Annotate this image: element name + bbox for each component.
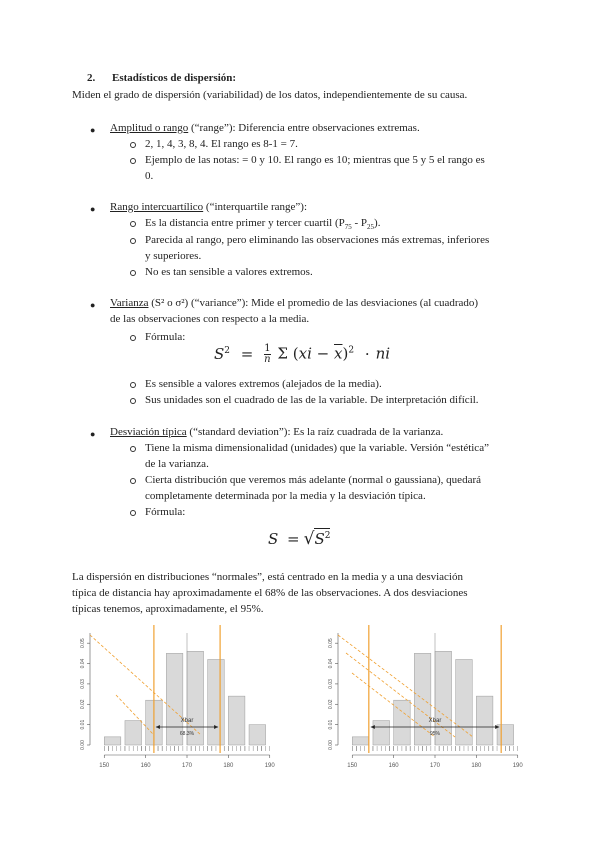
x-tick-label: 160 [388,763,399,769]
y-tick-label: 0.00 [80,740,86,750]
y-tick-label: 0.04 [328,658,334,669]
bullet-dot: ● [90,429,96,439]
percentage-annotation: 95% [429,731,441,737]
bullet-rango-iq-text: (“interquartile range”): [203,201,308,213]
p75-sub: 75 [344,223,352,232]
histogram-bar [125,721,142,745]
x-tick-label: 190 [512,763,523,769]
bullet-rango-iq [110,201,307,213]
bullet-dot: ● [90,125,96,135]
histogram-95-chart [316,625,531,775]
closing-line1: La dispersión en distribuciones “normales”, está centrado en la media y a una desviación [72,571,463,583]
term-varianza: Varianza [110,297,149,309]
x-tick-label: 150 [347,763,358,769]
rango-iq-sub2-cont: y superiores. [145,250,202,262]
desviacion-sub2: Cierta distribución que veremos más adelante (normal o gaussiana), quedará [145,474,481,486]
y-tick-label: 0.02 [80,699,86,710]
x-tick-label: 160 [140,763,151,769]
histogram-bar [104,737,121,745]
bullet-dot: ● [90,300,96,310]
sub-bullet [130,382,136,388]
amplitud-sub1: 2, 1, 4, 3, 8, 4. El rango es 8-1 = 7. [145,138,298,150]
percentage-annotation: 68.3% [179,731,195,737]
rango-iq-sub3: No es tan sensible a valores extremos. [145,266,313,278]
histogram-bar [352,737,369,745]
bullet-dot: ● [90,204,96,214]
term-rango-iq: Rango intercuartílico [110,201,204,213]
term-amplitud: Amplitud o rango [110,122,189,134]
term-desviacion: Desviación típica [110,426,187,438]
mean-annotation: Xbar [180,718,194,724]
mean-annotation: Xbar [428,718,442,724]
bullet-amplitud-text: (“range”): Diferencia entre observaciones extremas. [188,122,420,134]
x-tick-label: 180 [471,763,482,769]
sub-bullet [130,335,136,341]
bullet-varianza-text: (S² o σ²) (“variance”): Mide el promedio de las desviaciones (al cuadrado) [148,297,479,309]
closing-line3: típicas tenemos, aproximadamente, el 95%. [72,603,264,615]
x-tick-label: 150 [99,763,110,769]
histogram-bar [456,659,473,745]
sub-bullet [130,221,136,227]
rango-iq-sub1-b: - P [351,217,368,229]
sub-bullet [130,158,136,164]
y-tick-label: 0.05 [328,638,334,649]
y-tick-label: 0.01 [328,719,334,730]
rango-iq-sub2: Parecida al rango, pero eliminando las observaciones más extremas, inferiores [145,234,490,246]
sub-bullet [130,398,136,404]
bullet-desviacion [110,426,443,438]
intro-text: Miden el grado de dispersión (variabilidad) de los datos, independientemente de su causa. [72,89,468,101]
desviacion-sub2-cont: completamente determinada por la media y la desviación típica. [145,490,426,502]
varianza-formula-label: Fórmula: [145,331,186,343]
rango-iq-sub1-a: Es la distancia entre primer y tercer cuartil (P [145,217,345,229]
bullet-varianza [110,297,478,309]
rango-iq-sub1 [145,217,380,231]
rango-iq-sub1-c: ). [374,217,381,229]
y-tick-label: 0.04 [80,658,86,669]
varianza-formula: $S^2 = \frac{1}{n}$ Σ $(xi - \overline{x})^2$ · ni [214,343,391,365]
varianza-sub2: Es sensible a valores extremos (alejados de la media). [145,378,382,390]
x-tick-label: 170 [181,763,193,769]
y-tick-label: 0.03 [328,679,334,689]
y-tick-label: 0.01 [80,719,86,730]
desviacion-formula-label: Fórmula: [145,506,186,518]
x-tick-label: 180 [223,763,234,769]
sub-bullet [130,478,136,484]
sub-bullet [130,510,136,516]
histogram-bar [208,659,225,745]
bullet-amplitud [110,122,420,134]
varianza-sub3: Sus unidades son el cuadrado de las de la variable. De interpretación difícil. [145,394,479,406]
amplitud-sub2-cont: 0. [145,170,154,182]
sub-bullet [130,238,136,244]
amplitud-sub2: Ejemplo de las notas: = 0 y 10. El rango es 10; mientras que 5 y 5 el rango es [145,154,485,166]
desviacion-formula: $S = √S^2$ [268,529,331,549]
desviacion-sub1-cont: de la varianza. [145,458,209,470]
histogram-bar [228,696,245,745]
sub-bullet [130,446,136,452]
histogram-bar [249,725,266,745]
histogram-68-chart [68,625,283,775]
x-tick-label: 190 [264,763,275,769]
y-tick-label: 0.03 [80,679,86,689]
sub-bullet [130,270,136,276]
bullet-desviacion-text: (“standard deviation”): Es la raíz cuadrada de la varianza. [186,426,444,438]
histogram-bar [497,725,514,745]
x-tick-label: 170 [429,763,441,769]
desviacion-sub1: Tiene la misma dimensionalidad (unidades) que la variable. Versión “estética” [145,442,489,454]
p25-sub: 25 [367,223,375,232]
histogram-bar [373,721,390,745]
histogram-bar [476,696,493,745]
y-tick-label: 0.00 [328,740,334,750]
closing-line2: típica de distancia hay aproximadamente el 68% de las observaciones. A dos desviaciones [72,587,468,599]
y-tick-label: 0.05 [80,638,86,649]
section-title: Estadísticos de dispersión: [112,72,237,84]
sub-bullet [130,142,136,148]
section-number: 2. [87,72,96,84]
y-tick-label: 0.02 [328,699,334,710]
varianza-line2: de las observaciones con respecto a la media. [110,313,310,325]
